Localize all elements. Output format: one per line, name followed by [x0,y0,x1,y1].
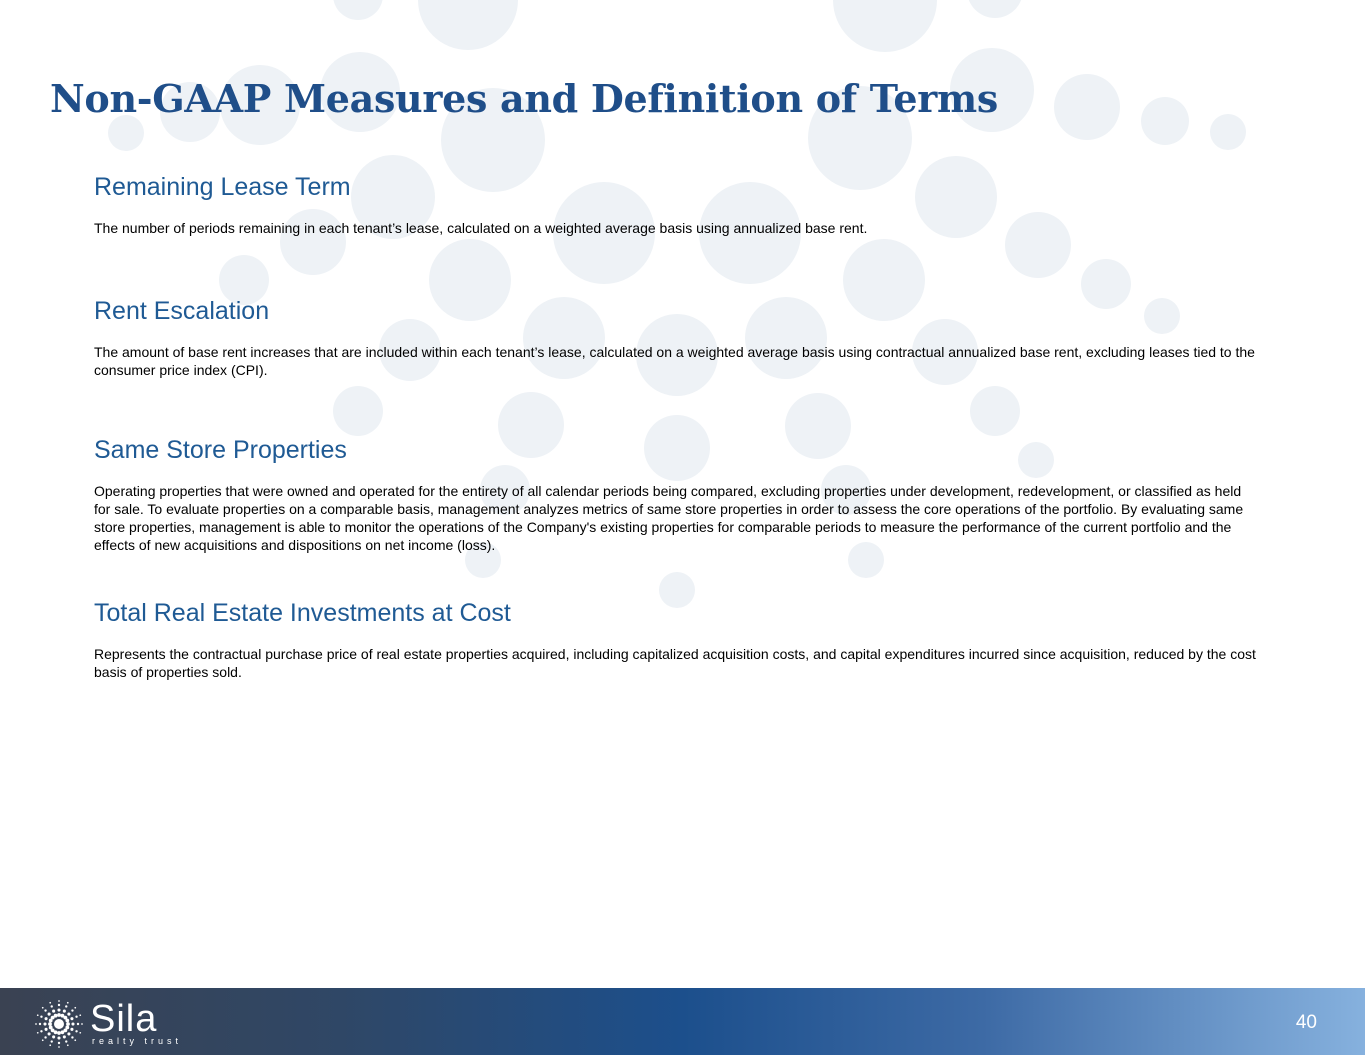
section-body: Operating properties that were owned and operated for the entirety of all calendar periods being compared, excluding properties under development, redevelopment, or classified as held for sale. To evaluate properties on a comparable basis, management analyzes metrics of same store properties in order to assess the core operations of the portfolio. By evaluating same store properties, management is able to monitor the operations of the Company's existing properties for comparable periods to measure the performance of the current portfolio and the effects of new acquisitions and dispositions on net income (loss). [94,483,1244,553]
section-heading: Same Store Properties [94,436,347,464]
sunburst-icon [34,999,84,1049]
definition-section-total-real-estate-investments [94,599,1264,681]
definition-section-remaining-lease-term [94,173,1264,237]
page-title: Non-GAAP Measures and Definition of Terms [50,76,998,121]
section-heading: Rent Escalation [94,297,270,325]
logo-tagline: realty trust [92,1036,183,1046]
section-body: The number of periods remaining in each tenant’s lease, calculated on a weighted average basis using annualized base rent. [94,220,868,236]
section-heading: Total Real Estate Investments at Cost [94,599,511,627]
section-body: Represents the contractual purchase price of real estate properties acquired, including capitalized acquisition costs, and capital expenditures incurred since acquisition, reduced by the cost basis of properties sold. [94,646,1256,680]
section-body: The amount of base rent increases that are included within each tenant’s lease, calculated on a weighted average basis using contractual annualized base rent, excluding leases tied to the consumer price index (CPI). [94,344,1255,378]
page-number: 40 [1295,1012,1317,1033]
company-logo [34,996,194,1048]
footer-bar [0,988,1365,1055]
definition-section-same-store-properties [94,436,1259,554]
definition-section-rent-escalation [94,297,1264,379]
section-heading: Remaining Lease Term [94,173,351,201]
logo-wordmark: Sila [90,998,158,1040]
